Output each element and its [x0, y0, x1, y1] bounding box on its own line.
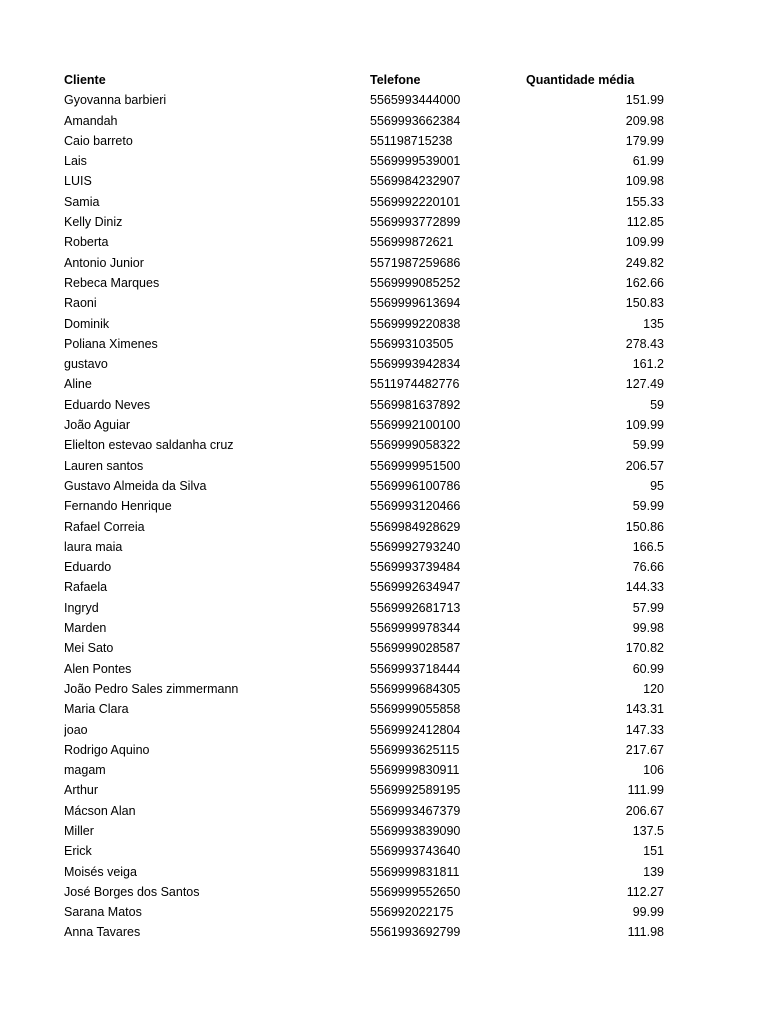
cell-client: Roberta: [64, 235, 109, 250]
table-row: [64, 638, 664, 658]
cell-client: Ingryd: [64, 600, 99, 615]
cell-quantity: 60.99: [632, 661, 664, 676]
cell-quantity: 278.43: [625, 336, 664, 351]
cell-phone: 5569993739484: [370, 560, 461, 575]
table-row: [64, 232, 664, 252]
cell-quantity: 135: [643, 316, 664, 331]
table-row: [64, 659, 664, 679]
cell-client: gustavo: [64, 357, 108, 372]
table-row: [64, 171, 664, 191]
cell-quantity: 111.99: [627, 783, 664, 798]
table-row: [64, 841, 664, 861]
cell-client: Samia: [64, 194, 100, 209]
cell-phone: 5569992412804: [370, 722, 461, 737]
table-row: [64, 212, 664, 232]
cell-quantity: 206.57: [625, 458, 664, 473]
cell-quantity: 249.82: [625, 255, 664, 270]
cell-phone: 5569992220101: [370, 194, 461, 209]
table-row: [64, 780, 664, 800]
cell-client: Moisés veiga: [64, 864, 137, 879]
header-client: Cliente: [64, 73, 106, 87]
cell-quantity: 162.66: [625, 275, 664, 290]
cell-client: Maria Clara: [64, 702, 129, 717]
cell-phone: 5569996100786: [370, 478, 461, 493]
table-row: [64, 456, 664, 476]
cell-quantity: 120: [643, 681, 664, 696]
cell-client: laura maia: [64, 539, 123, 554]
cell-phone: 5569999978344: [370, 621, 461, 636]
cell-client: Mei Sato: [64, 641, 114, 656]
cell-quantity: 137.5: [632, 823, 664, 838]
cell-quantity: 112.27: [626, 884, 664, 899]
cell-quantity: 106: [643, 763, 664, 778]
cell-quantity: 76.66: [632, 560, 664, 575]
table-row: [64, 740, 664, 760]
cell-client: Raoni: [64, 296, 97, 311]
cell-quantity: 170.82: [625, 641, 664, 656]
cell-phone: 5569999028587: [370, 641, 461, 656]
cell-client: Miller: [64, 823, 94, 838]
cell-quantity: 109.99: [625, 235, 664, 250]
cell-client: Lais: [64, 154, 87, 169]
table-row: [64, 354, 664, 374]
table-row: [64, 253, 664, 273]
cell-phone: 5569999684305: [370, 681, 461, 696]
cell-phone: 5569981637892: [370, 397, 461, 412]
table-row: [64, 517, 664, 537]
cell-phone: 5569992681713: [370, 600, 461, 615]
table-row: [64, 314, 664, 334]
cell-phone: 5569984232907: [370, 174, 461, 189]
cell-quantity: 150.86: [625, 519, 664, 534]
table-row: [64, 192, 664, 212]
cell-client: Kelly Diniz: [64, 215, 123, 230]
cell-client: Gustavo Almeida da Silva: [64, 478, 207, 493]
cell-client: Arthur: [64, 783, 99, 798]
cell-quantity: 109.98: [625, 174, 664, 189]
header-row: [64, 70, 664, 90]
table-row: [64, 862, 664, 882]
cell-phone: 5511974482776: [370, 377, 460, 392]
cell-phone: 5569999058322: [370, 438, 461, 453]
table-row: [64, 496, 664, 516]
table-row: [64, 720, 664, 740]
cell-quantity: 59.99: [632, 438, 664, 453]
cell-phone: 5569992589195: [370, 783, 461, 798]
cell-client: Erick: [64, 844, 92, 859]
cell-client: Eduardo Neves: [64, 397, 151, 412]
cell-client: Rodrigo Aquino: [64, 742, 150, 757]
table-row: [64, 131, 664, 151]
cell-quantity: 139: [643, 864, 664, 879]
cell-quantity: 99.98: [632, 621, 664, 636]
cell-quantity: 179.99: [625, 133, 664, 148]
cell-phone: 5569999831811: [370, 864, 460, 879]
cell-phone: 5571987259686: [370, 255, 461, 270]
cell-quantity: 109.99: [625, 418, 664, 433]
table-row: [64, 273, 664, 293]
cell-client: Rebeca Marques: [64, 275, 160, 290]
header-quantity: Quantidade média: [526, 73, 635, 87]
cell-client: joao: [64, 722, 88, 737]
cell-quantity: 206.67: [625, 803, 664, 818]
table-row: [64, 435, 664, 455]
cell-client: Aline: [64, 377, 92, 392]
cell-phone: 5569993743640: [370, 844, 461, 859]
cell-phone: 5569993467379: [370, 803, 461, 818]
cell-client: Amandah: [64, 113, 118, 128]
cell-client: Caio barreto: [64, 133, 133, 148]
table-row: [64, 882, 664, 902]
cell-client: Rafael Correia: [64, 519, 145, 534]
cell-phone: 5569999085252: [370, 275, 461, 290]
table-row: [64, 334, 664, 354]
cell-client: Anna Tavares: [64, 925, 141, 940]
cell-client: Marden: [64, 621, 107, 636]
table-row: [64, 415, 664, 435]
cell-phone: 5569999552650: [370, 884, 461, 899]
cell-phone: 5569992793240: [370, 539, 461, 554]
cell-quantity: 166.5: [632, 539, 664, 554]
table-row: [64, 618, 664, 638]
table-row: [64, 476, 664, 496]
cell-phone: 5569993839090: [370, 823, 461, 838]
cell-phone: 5569999613694: [370, 296, 461, 311]
cell-phone: 5569993718444: [370, 661, 461, 676]
cell-quantity: 155.33: [625, 194, 664, 209]
cell-phone: 5569993662384: [370, 113, 461, 128]
cell-phone: 5569984928629: [370, 519, 461, 534]
cell-quantity: 147.33: [625, 722, 664, 737]
cell-quantity: 95: [650, 478, 664, 493]
cell-quantity: 150.83: [625, 296, 664, 311]
table-row: [64, 577, 664, 597]
cell-phone: 551198715238: [370, 133, 453, 148]
cell-client: João Aguiar: [64, 418, 131, 433]
cell-client: Poliana Ximenes: [64, 336, 158, 351]
cell-phone: 556999872621: [370, 235, 454, 250]
cell-client: João Pedro Sales zimmermann: [64, 681, 239, 696]
spreadsheet-page: [0, 70, 768, 943]
cell-phone: 5569993772899: [370, 215, 461, 230]
cell-phone: 5569993625115: [370, 742, 460, 757]
cell-client: Elielton estevao saldanha cruz: [64, 438, 234, 453]
table-row: [64, 537, 664, 557]
table-row: [64, 821, 664, 841]
cell-phone: 5569999539001: [370, 154, 461, 169]
cell-quantity: 59.99: [632, 499, 664, 514]
cell-phone: 5569999055858: [370, 702, 461, 717]
cell-phone: 556992022175: [370, 905, 454, 920]
cell-quantity: 217.67: [625, 742, 664, 757]
cell-quantity: 144.33: [625, 580, 664, 595]
table-row: [64, 679, 664, 699]
table-row: [64, 90, 664, 110]
cell-client: Mácson Alan: [64, 803, 136, 818]
table-row: [64, 111, 664, 131]
cell-phone: 5569993120466: [370, 499, 461, 514]
client-table: [64, 70, 664, 943]
cell-client: Sarana Matos: [64, 905, 142, 920]
cell-quantity: 59: [650, 397, 664, 412]
cell-client: José Borges dos Santos: [64, 884, 200, 899]
cell-client: LUIS: [64, 174, 92, 189]
table-row: [64, 801, 664, 821]
cell-client: Lauren santos: [64, 458, 144, 473]
cell-phone: 5569992634947: [370, 580, 461, 595]
cell-client: Antonio Junior: [64, 255, 144, 270]
cell-quantity: 161.2: [632, 357, 664, 372]
cell-phone: 5569992100100: [370, 418, 461, 433]
cell-quantity: 61.99: [632, 154, 664, 169]
cell-quantity: 151: [643, 844, 664, 859]
cell-quantity: 57.99: [632, 600, 664, 615]
table-row: [64, 922, 664, 942]
cell-phone: 5569999220838: [370, 316, 461, 331]
table-row: [64, 760, 664, 780]
cell-quantity: 99.99: [632, 905, 664, 920]
cell-quantity: 209.98: [625, 113, 664, 128]
table-row: [64, 598, 664, 618]
cell-client: Fernando Henrique: [64, 499, 172, 514]
cell-phone: 5565993444000: [370, 93, 461, 108]
cell-quantity: 127.49: [625, 377, 664, 392]
cell-phone: 5569993942834: [370, 357, 461, 372]
cell-phone: 5561993692799: [370, 925, 461, 940]
table-body: [64, 90, 664, 942]
header-phone: Telefone: [370, 73, 421, 87]
table-row: [64, 902, 664, 922]
table-row: [64, 395, 664, 415]
cell-client: Dominik: [64, 316, 110, 331]
cell-client: Eduardo: [64, 560, 112, 575]
cell-phone: 5569999830911: [370, 763, 460, 778]
table-row: [64, 699, 664, 719]
cell-quantity: 112.85: [626, 215, 664, 230]
cell-client: Alen Pontes: [64, 661, 132, 676]
table-row: [64, 557, 664, 577]
cell-quantity: 111.98: [627, 925, 664, 940]
cell-client: Rafaela: [64, 580, 108, 595]
cell-phone: 5569999951500: [370, 458, 461, 473]
cell-phone: 556993103505: [370, 336, 454, 351]
table-row: [64, 374, 664, 394]
cell-quantity: 143.31: [625, 702, 664, 717]
cell-quantity: 151.99: [625, 93, 664, 108]
cell-client: magam: [64, 763, 106, 778]
table-row: [64, 151, 664, 171]
cell-client: Gyovanna barbieri: [64, 93, 167, 108]
table-row: [64, 293, 664, 313]
